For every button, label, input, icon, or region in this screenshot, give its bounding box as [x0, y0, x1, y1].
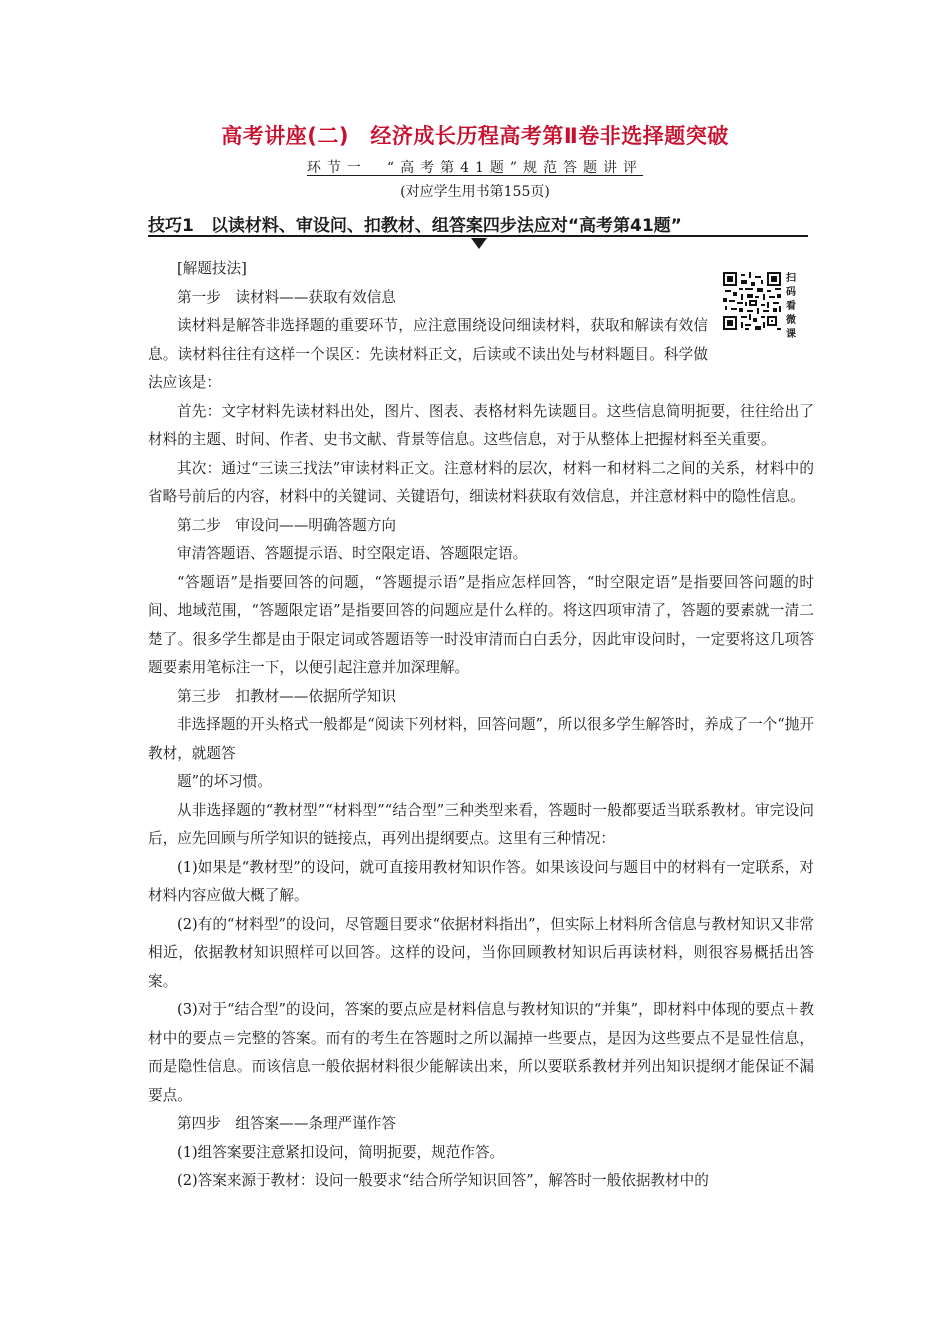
paragraph: (2)答案来源于教材：设问一般要求“结合所学知识回答”，解答时一般依据教材中的: [177, 1172, 709, 1189]
heading-divider: [148, 235, 808, 237]
paragraph: (1)如果是“教材型”的设问，就可直接用教材知识作答。如果该设问与题目中的材料有一定联系，对材料内容应做大概了解。: [148, 858, 814, 904]
paragraph: 审清答题语、答题提示语、时空限定语、答题限定语。: [177, 545, 528, 562]
paragraph: 从非选择题的“教材型”“材料型”“结合型”三种类型来看，答题时一般都要适当联系教材。审完设问后，应先回顾与所学知识的链接点，再列出提纲要点。这里有三种情况：: [148, 801, 814, 847]
paragraph: 非选择题的开头格式一般都是“阅读下列材料，回答问题”，所以很多学生解答时，养成了一个“抛开教材，就题答: [148, 716, 814, 762]
paragraph: 其次：通过“三读三找法”审读材料正文。注意材料的层次，材料一和材料二之间的关系，材料中的省略号前后的内容，材料中的关键词、关键语句，细读材料获取有效信息，并注意材料中的隐性信息。: [148, 459, 814, 505]
step-heading: 第一步 读材料——获取有效信息: [177, 288, 396, 306]
skill-heading: 技巧1 以读材料、审设问、扣教材、组答案四步法应对“高考第41题”: [148, 216, 682, 236]
paragraph: 首先：文字材料先读材料出处，图片、图表、表格材料先读题目。这些信息简明扼要，往往给出了材料的主题、时间、作者、史书文献、背景等信息。这些信息，对于从整体上把握材料至关重要。: [148, 402, 814, 448]
paragraph: “答题语”是指要回答的问题，“答题提示语”是指应怎样回答，“时空限定语”是指要回答问题的时间、地域范围，“答题限定语”是指要回答的问题应是什么样的。将这四项审清了，答题的要素就一清二楚了。很多学生都是由于限定词或答题语等一时没审清而白白丢分，因此审设问时，一定要将这几项答题要素用笔标注一下，以便引起注意并加深理解。: [148, 573, 814, 676]
step-heading: 第二步 审设问——明确答题方向: [177, 516, 396, 534]
paragraph: (1)组答案要注意紧扣设问，简明扼要，规范作答。: [177, 1143, 505, 1161]
down-triangle-icon: [471, 238, 487, 249]
step-heading: 第三步 扣教材——依据所学知识: [177, 687, 396, 705]
paragraph: 题”的坏习惯。: [177, 773, 273, 790]
page-reference: (对应学生用书第155页): [400, 184, 550, 200]
paragraph: (2)有的“材料型”的设问，尽管题目要求“依据材料指出”，但实际上材料所含信息与教材知识又非常相近，依据教材知识照样可以回答。这样的设问，当你回顾教材知识后再读材料，则很容易概括出答案。: [148, 915, 814, 990]
section-heading-text: 环节一 “高考第41题”规范答题讲评: [306, 160, 644, 176]
paragraph: [解题技法]: [177, 260, 247, 277]
article-body: [148, 255, 814, 1196]
paragraph: (3)对于“结合型”的设问，答案的要点应是材料信息与教材知识的“并集”，即材料中体现的要点＋教材中的要点＝完整的答案。而有的考生在答题时之所以漏掉一些要点，是因为这些要点不是显性信息，而是隐性信息。而该信息一般依据材料很少能解读出来，所以要联系教材并列出知识提纲才能保证不漏要点。: [148, 1001, 814, 1104]
section-heading: [0, 157, 950, 177]
paragraph: 读材料是解答非选择题的重要环节，应注意围绕设问细读材料，获取和解读有效信息。读材料往往有这样一个误区：先读材料正文，后读或不读出处与材料题目。科学做法应该是：: [148, 317, 708, 391]
qr-label: 扫码看微课: [786, 273, 796, 340]
lecture-title: 高考讲座(二) 经济成长历程高考第Ⅱ卷非选择题突破: [221, 124, 729, 148]
step-heading: 第四步 组答案——条理严谨作答: [177, 1115, 396, 1132]
